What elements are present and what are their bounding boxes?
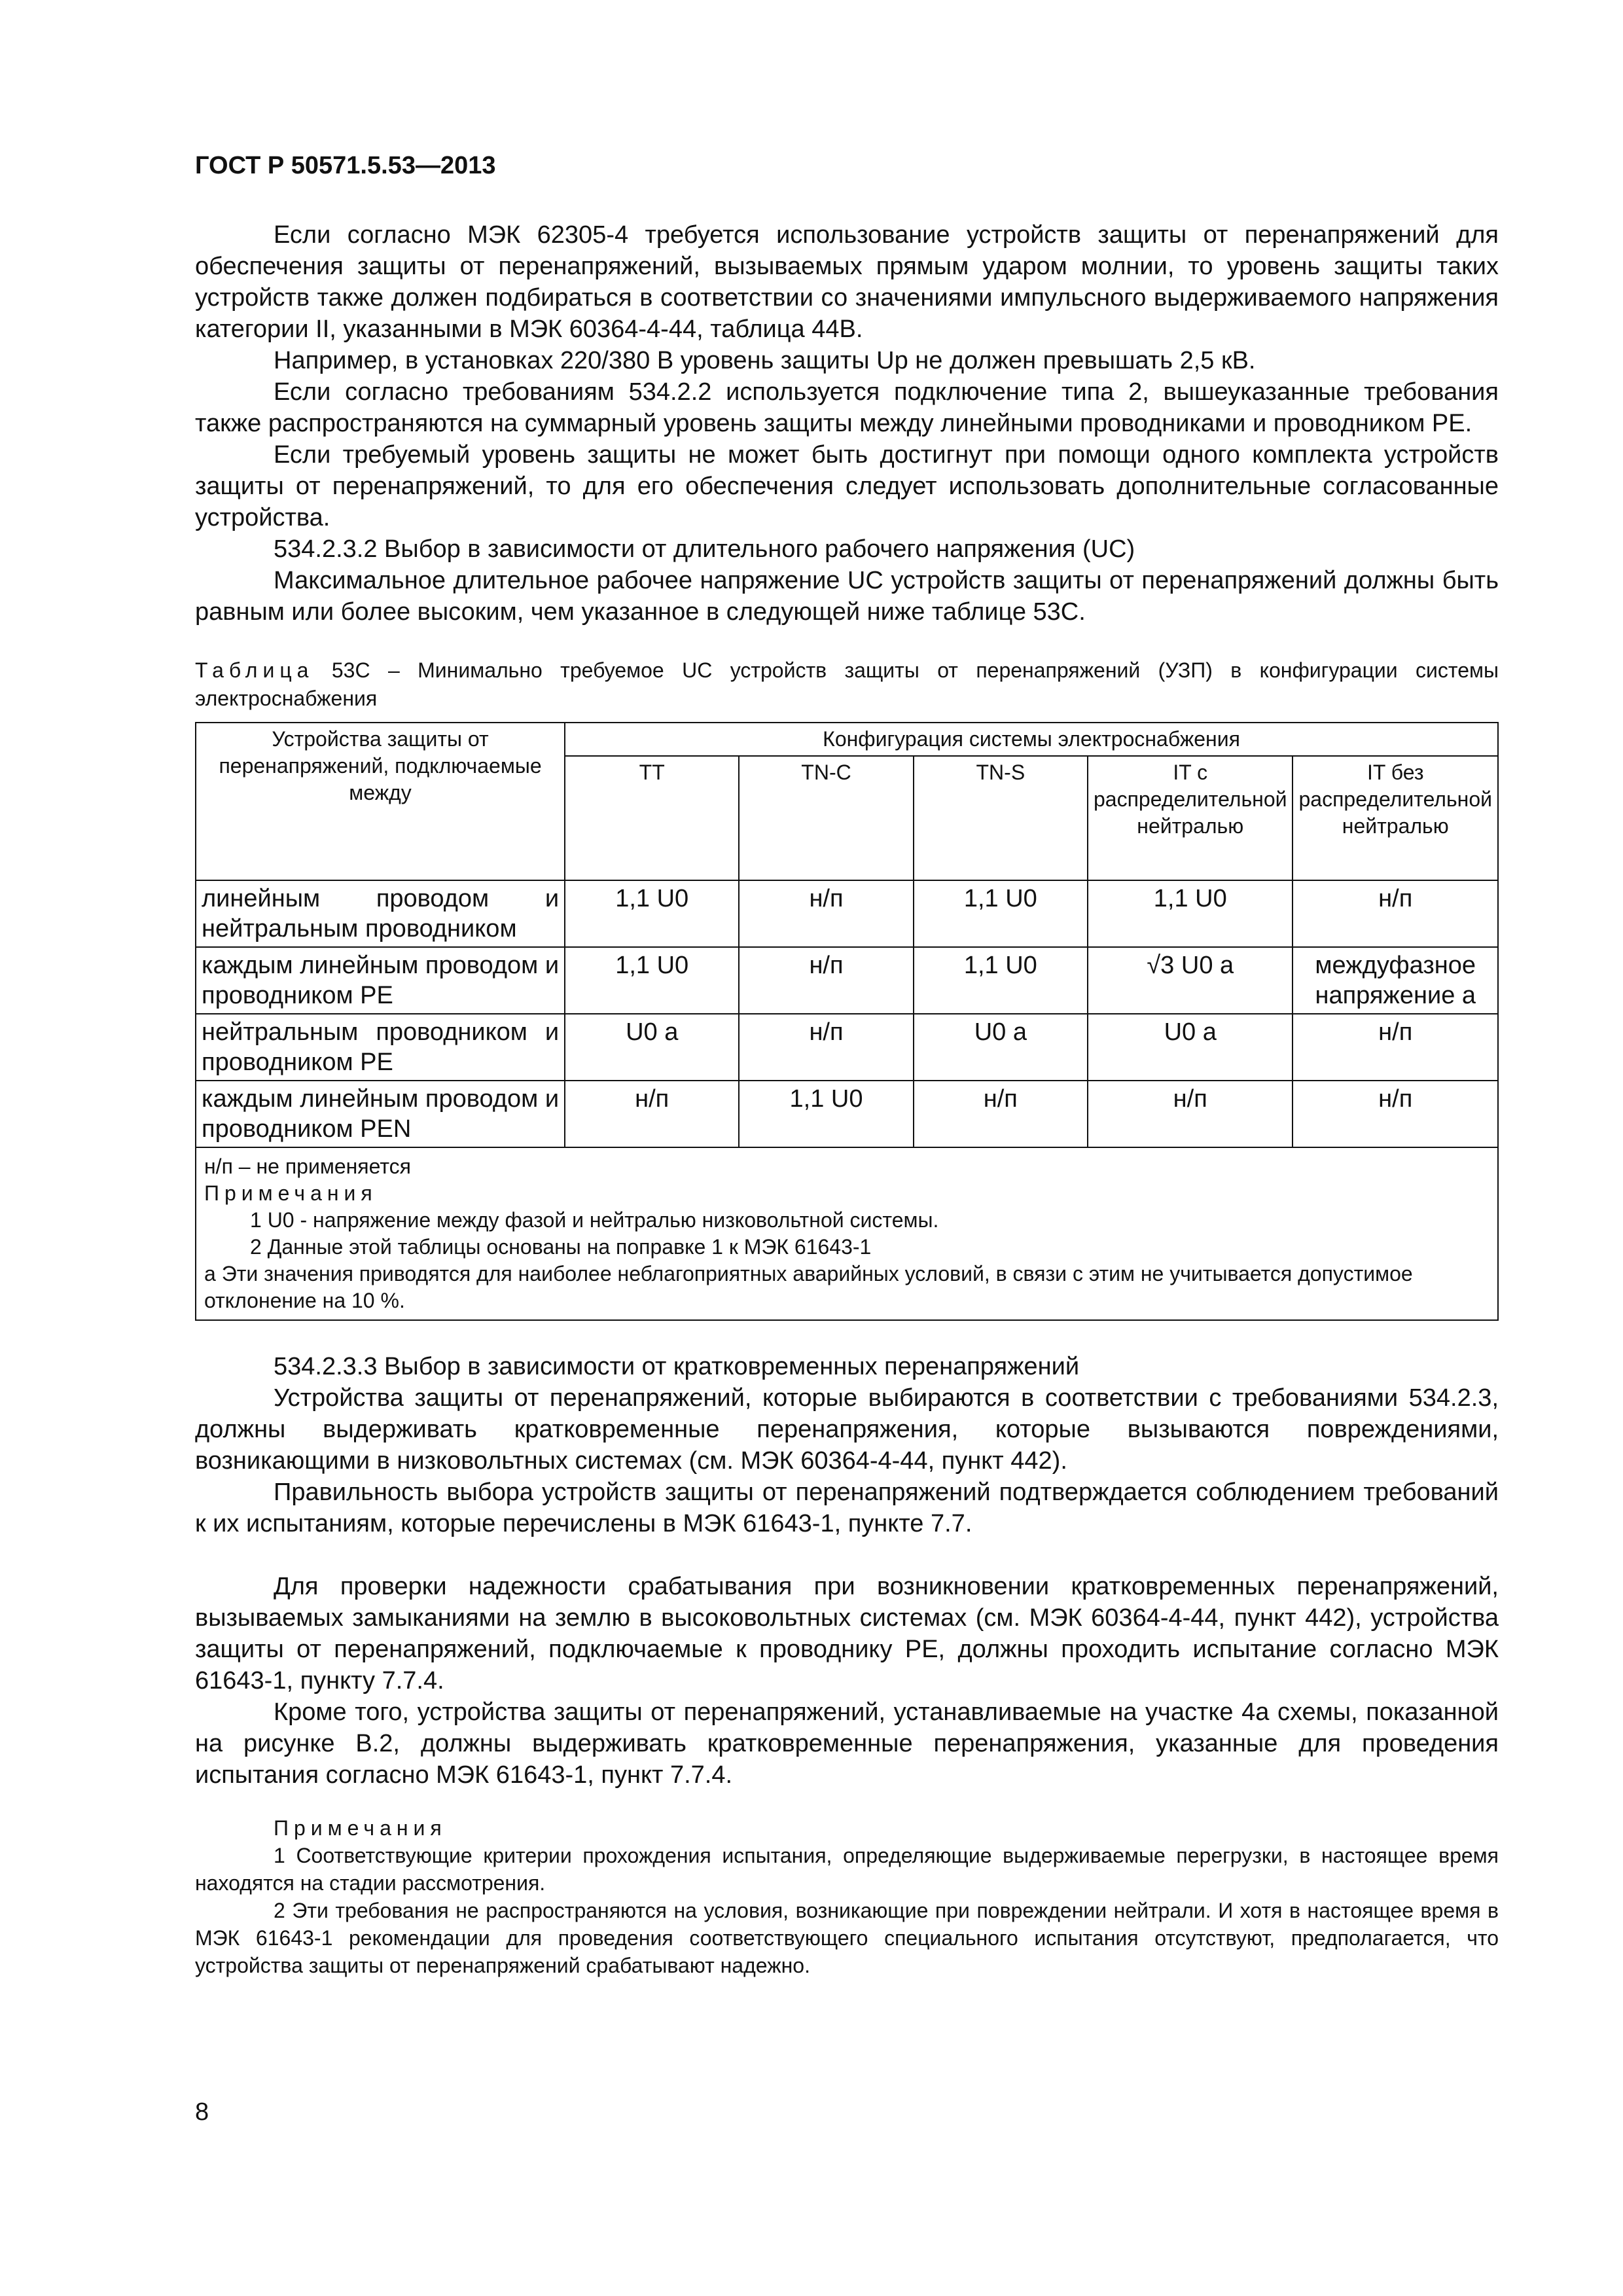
table-row <box>196 880 1498 947</box>
table-caption-label: Таблица <box>195 658 314 682</box>
cell: 1,1 U0 <box>565 947 739 1014</box>
note-footnote: a Эти значения приводятся для наиболее неблагоприятных аварийных условий, в связи с этим не учитывается допустимое отклонение на 10 %. <box>204 1262 1413 1312</box>
cell: н/п <box>1293 880 1498 947</box>
paragraph: Если требуемый уровень защиты не может быть достигнут при помощи одного комплекта устройств защиты от перенапряжений, то для его обеспечения следует использовать дополнительные согласованные устройства. <box>195 441 1499 531</box>
row-label: каждым линейным проводом и проводником PE <box>196 947 565 1014</box>
header-col-it-with: IT с распределительной нейтралью <box>1088 756 1293 880</box>
notes-title: Примечания <box>204 1181 378 1205</box>
header-devices: Устройства защиты от перенапряжений, подключаемые между <box>196 723 565 880</box>
row-label: каждым линейным проводом и проводником PEN <box>196 1081 565 1147</box>
cell: 1,1 U0 <box>1088 880 1293 947</box>
document-header: ГОСТ Р 50571.5.53—2013 <box>195 152 496 179</box>
table-notes-row <box>196 1147 1498 1320</box>
cell: междуфазное напряжение a <box>1293 947 1498 1014</box>
paragraph: Максимальное длительное рабочее напряжение UC устройств защиты от перенапряжений должны быть равным или более высоким, чем указанное в следующей ниже таблице 53С. <box>195 567 1499 626</box>
cell: н/п <box>1088 1081 1293 1147</box>
header-col-tns: TN-S <box>914 756 1088 880</box>
cell: н/п <box>739 1014 913 1081</box>
cell: 1,1 U0 <box>565 880 739 947</box>
cell: н/п <box>914 1081 1088 1147</box>
bottom-notes-title: Примечания <box>274 1816 447 1840</box>
paragraph: Для проверки надежности срабатывания при возникновении кратковременных перенапряжений, вызываемых замыканиями на землю в высоковольтных системах (см. МЭК 60364-4-44, пункт 442), устройства защиты от перенапряжений, подключаемые к проводнику PE, должны проходить испытание согласно МЭК 61643-1, пункту 7.7.4. <box>195 1573 1499 1695</box>
document-page <box>195 152 1499 1979</box>
paragraph: Кроме того, устройства защиты от перенапряжений, устанавливаемые на участке 4а схемы, показанной на рисунке В.2, должны выдерживать кратковременные перенапряжения, указанные для проведения испытания согласно МЭК 61643-1, пункт 7.7.4. <box>195 1698 1499 1789</box>
cell: 1,1 U0 <box>739 1081 913 1147</box>
cell: н/п <box>739 947 913 1014</box>
header-col-it-without: IT без распределительной нейтралью <box>1293 756 1498 880</box>
row-label: линейным проводом и нейтральным проводником <box>196 880 565 947</box>
cell: н/п <box>1293 1081 1498 1147</box>
cell: 1,1 U0 <box>914 880 1088 947</box>
cell: н/п <box>565 1081 739 1147</box>
cell: 1,1 U0 <box>914 947 1088 1014</box>
note-np: н/п – не применяется <box>204 1155 411 1178</box>
paragraph: Например, в установках 220/380 В уровень защиты Up не должен превышать 2,5 кВ. <box>274 347 1256 374</box>
row-label: нейтральным проводником и проводником PE <box>196 1014 565 1081</box>
header-col-tt: ТТ <box>565 756 739 880</box>
cell: U0 a <box>565 1014 739 1081</box>
cell: U0 a <box>1088 1014 1293 1081</box>
header-col-tnc: TN-C <box>739 756 913 880</box>
note-item: 2 Данные этой таблицы основаны на поправке 1 к МЭК 61643-1 <box>250 1235 872 1259</box>
header-config: Конфигурация системы электроснабжения <box>565 723 1498 756</box>
table-row <box>196 1014 1498 1081</box>
table-53c <box>195 722 1499 1321</box>
paragraph: Устройства защиты от перенапряжений, которые выбираются в соответствии с требованиями 534.2.3, должны выдерживать кратковременные перенапряжения, которые вызываются повреждениями, возникающими в низковольтных системах (см. МЭК 60364-4-44, пункт 442). <box>195 1384 1499 1475</box>
section-heading: 534.2.3.2 Выбор в зависимости от длительного рабочего напряжения (UC) <box>274 535 1135 563</box>
table-notes <box>196 1147 1498 1320</box>
table-row <box>196 1081 1498 1147</box>
note-item: 1 U0 - напряжение между фазой и нейтралью низковольтной системы. <box>250 1208 939 1232</box>
paragraph: Правильность выбора устройств защиты от перенапряжений подтверждается соблюдением требований к их испытаниям, которые перечислены в МЭК 61643-1, пункте 7.7. <box>195 1479 1499 1537</box>
cell: √3 U0 a <box>1088 947 1293 1014</box>
cell: н/п <box>739 880 913 947</box>
paragraph: Если согласно МЭК 62305-4 требуется использование устройств защиты от перенапряжений для обеспечения защиты от перенапряжений, вызываемых прямым ударом молнии, то уровень защиты таких устройств также должен подбираться в соответствии со значениями импульсного выдерживаемого напряжения категории II, указанными в МЭК 60364-4-44, таблица 44В. <box>195 221 1499 343</box>
section-heading: 534.2.3.3 Выбор в зависимости от кратковременных перенапряжений <box>274 1353 1080 1380</box>
table-caption <box>195 656 1499 713</box>
table-row <box>196 947 1498 1014</box>
page-number: 8 <box>195 2098 209 2126</box>
table-header-row <box>196 723 1498 756</box>
paragraph: Если согласно требованиям 534.2.2 используется подключение типа 2, вышеуказанные требования также распространяются на суммарный уровень защиты между линейными проводниками и проводником PE. <box>195 378 1499 437</box>
table-caption-text: 53С – Минимально требуемое UC устройств защиты от перенапряжений (УЗП) в конфигурации системы электроснабжения <box>195 658 1499 710</box>
cell: U0 a <box>914 1014 1088 1081</box>
cell: н/п <box>1293 1014 1498 1081</box>
bottom-notes <box>195 1814 1499 1979</box>
bottom-note-item: 2 Эти требования не распространяются на условия, возникающие при повреждении нейтрали. И хотя в настоящее время в МЭК 61643-1 рекомендации для проведения соответствующего специального испытания отсутствуют, предполагается, что устройства защиты от перенапряжений срабатывают надежно. <box>195 1899 1499 1977</box>
bottom-note-item: 1 Соответствующие критерии прохождения испытания, определяющие выдерживаемые перегрузки, в настоящее время находятся на стадии рассмотрения. <box>195 1844 1499 1895</box>
